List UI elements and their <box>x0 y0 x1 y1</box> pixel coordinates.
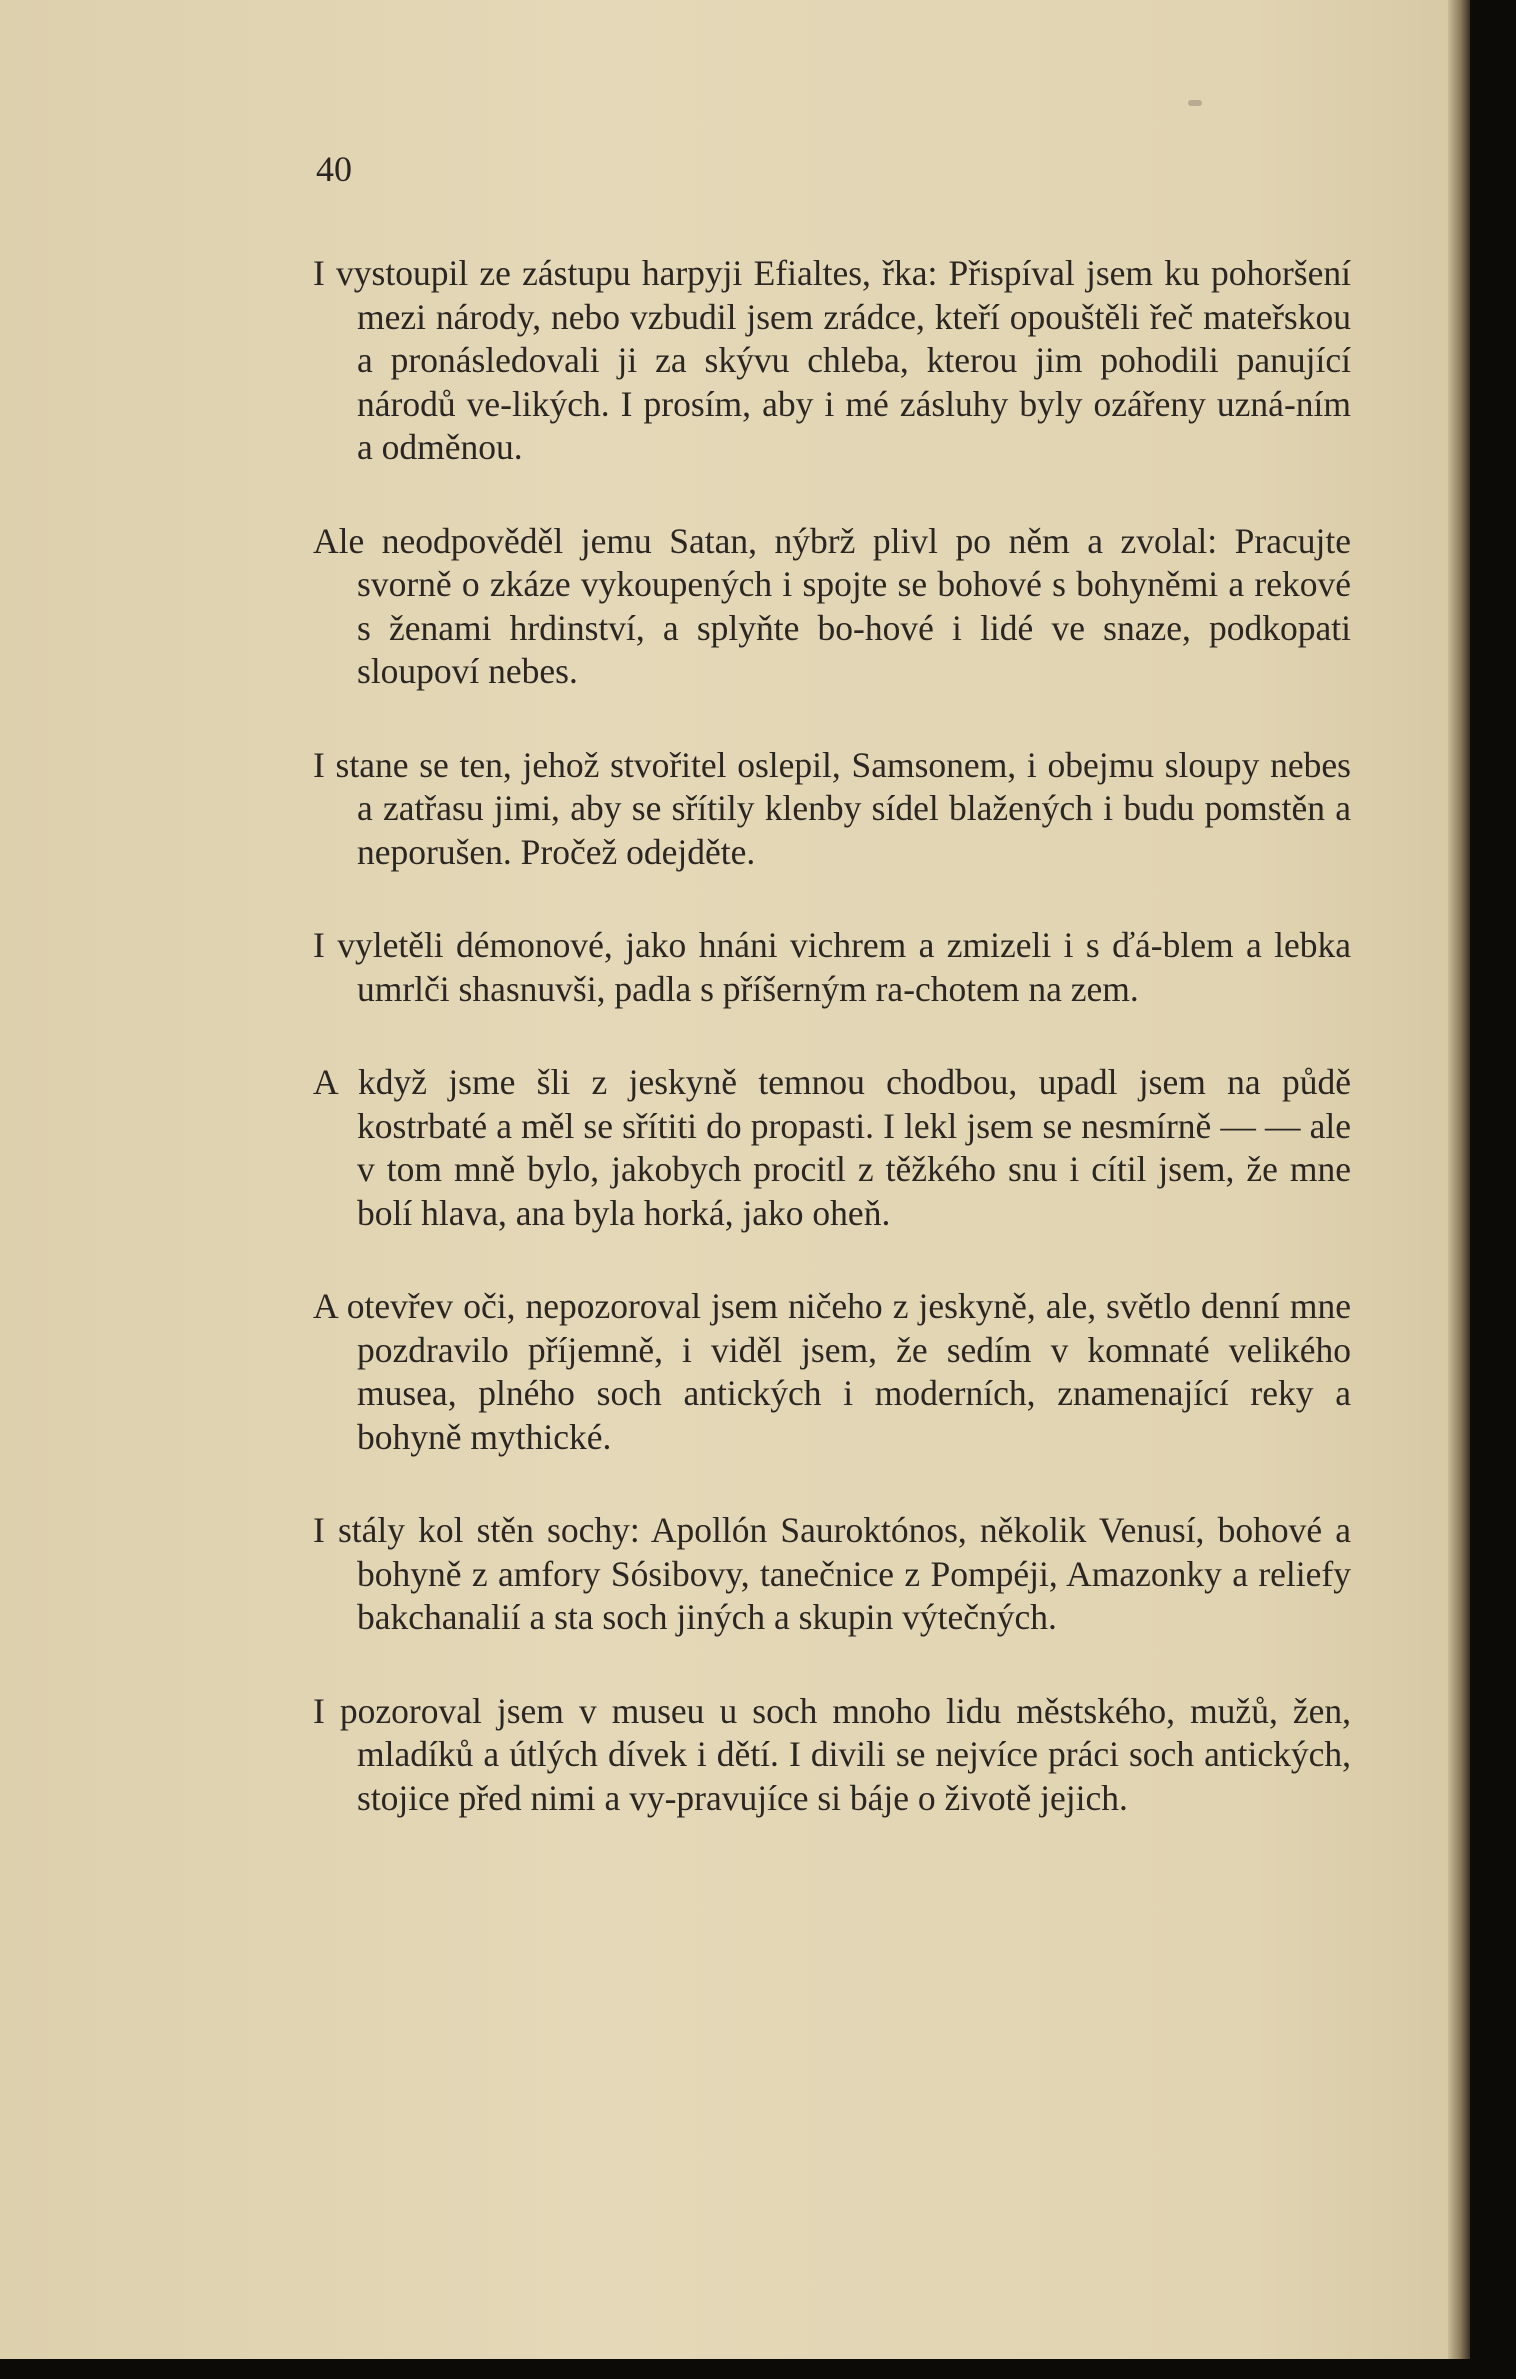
paragraph-4: I vyletěli démonové, jako hnáni vichrem a zmizeli i s ďá-blem a lebka umrlči shasnuvši, padla s příšerným ra-chotem na zem. <box>313 925 1351 1009</box>
paragraph-1: I vystoupil ze zástupu harpyji Efialtes, řka: Přispíval jsem ku pohoršení mezi národy, nebo vzbudil jsem zrádce, kteří opouštěli řeč mateřskou a pronásledovali ji za skývu chleba, kterou jim pohodili panující národů ve-likých. I prosím, aby i mé zásluhy byly ozářeny uzná-ním a odměnou. <box>313 253 1351 467</box>
paragraph-5: A když jsme šli z jeskyně temnou chodbou, upadl jsem na půdě kostrbaté a měl se sřítiti do propasti. I lekl jsem se nesmírně — — ale v tom mně bylo, jakobych procitl z těžkého snu i cítil jsem, že mne bolí hlava, ana byla horká, jako oheň. <box>313 1062 1351 1233</box>
paragraph-3: I stane se ten, jehož stvořitel oslepil, Samsonem, i obejmu sloupy nebes a zatřasu jimi, aby se sřítily klenby sídel blažených i budu pomstěn a neporušen. Pročež odejděte. <box>313 744 1351 872</box>
paragraph-8: I pozoroval jsem v museu u soch mnoho lidu městského, mužů, žen, mladíků a útlých dívek i dětí. I divili se nejvíce práci soch antických, stojice před nimi a vy-pravujíce si báje o životě jejich. <box>313 1690 1351 1818</box>
paragraph-2: Ale neodpověděl jemu Satan, nýbrž plivl po něm a zvolal: Pracujte svorně o zkáze vykoupených i spojte se bohové s bohyněmi a rekové s ženami hrdinství, a splyňte bo-hové i lidé ve snaze, podkopati sloupoví nebes. <box>313 520 1351 691</box>
paragraph-7: I stály kol stěn sochy: Apollón Sauroktónos, několik Venusí, bohové a bohyně z amfory Sósibovy, tanečnice z Pompéji, Amazonky a reliefy bakchanalií a sta soch jiných a skupin výtečných. <box>313 1510 1351 1637</box>
paper-speck <box>1188 100 1202 106</box>
body-text <box>313 252 1351 1870</box>
page-edge-shadow <box>1448 0 1470 2359</box>
page-number: 40 <box>316 149 352 189</box>
paragraph-6: A otevřev oči, nepozoroval jsem ničeho z jeskyně, ale, světlo denní mne pozdravilo příjemně, i viděl jsem, že sedím v komnaté velikého musea, plného soch antických i moderních, znamenající reky a bohyně mythické. <box>313 1286 1351 1457</box>
